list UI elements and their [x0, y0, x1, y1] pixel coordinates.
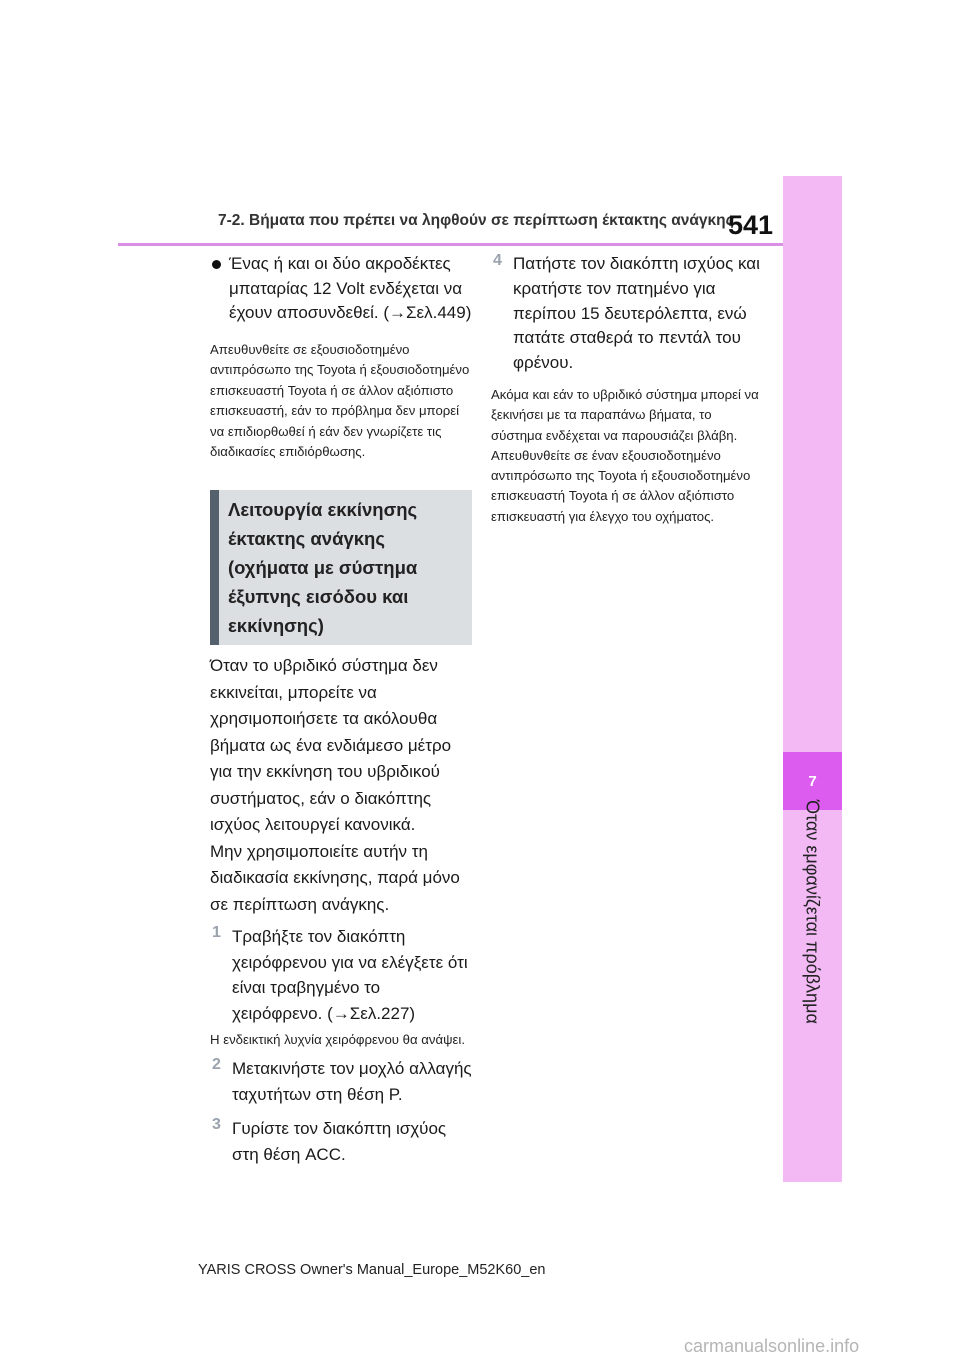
intro-paragraph: Όταν το υβριδικό σύστημα δεν εκκινείται, μπορείτε να χρησιμοποιήσετε τα ακόλουθα βήματα ως ένα ενδιάμεσο μέτρο για την εκκίνηση του υβριδικού συστήματος, εάν ο διακόπτης ισχύος λειτουργεί κανονικά. [210, 656, 452, 835]
section-title: Λειτουργία εκκίνησης έκτακτης ανάγκης (οχήματα με σύστημα έξυπνης εισόδου και εκκίνησης) [228, 499, 418, 637]
chapter-side-title: Όταν εμφανίζεται πρόβλημα [802, 800, 823, 1024]
step-number: 2 [212, 1056, 221, 1074]
watermark: carmanualsonline.info [684, 1336, 860, 1356]
step-1-note: Η ενδεικτική λυχνία χειρόφρενου θα ανάψει. [210, 1032, 465, 1048]
left-column [210, 252, 472, 1167]
step-3 [210, 1116, 472, 1167]
step-4-note: Ακόμα και εάν το υβριδικό σύστημα μπορεί να ξεκινήσει με τα παραπάνω βήματα, το σύστημα ενδέχεται να παρουσιάζει βλάβη. Απευθυνθείτε σε έναν εξουσιοδοτημένο αντιπρόσωπο της Toyota ή εξουσιοδοτημένο επισκευαστή Toyota ή σε άλλον αξιόπιστο επισκευαστή για έλεγχο του οχήματος. [491, 386, 759, 524]
step-1 [210, 924, 472, 1026]
step-text: Τραβήξτε τον διακόπτη χειρόφρενου για να ελέγξετε ότι είναι τραβηγμένο το χειρόφρενο. (→Σελ.227) [232, 927, 468, 1023]
footer-manual-title: YARIS CROSS Owner's Manual_Europe_M52K60_en [198, 1262, 546, 1278]
step-text: Πατήστε τον διακόπτη ισχύος και κρατήστε τον πατημένο για περίπου 15 δευτερόλεπτα, ενώ πατάτε σταθερά το πεντάλ του φρένου. [513, 254, 760, 373]
bullet-dot-icon [212, 260, 221, 269]
step-text: Μετακινήστε τον μοχλό αλλαγής ταχυτήτων στη θέση P. [232, 1059, 472, 1104]
chapter-side-tab [783, 176, 842, 1182]
page-number: 541 [728, 210, 774, 240]
right-column [491, 252, 761, 527]
step-number: 1 [212, 924, 221, 942]
section-heading-box [210, 490, 472, 645]
bullet-note: Απευθυνθείτε σε εξουσιοδοτημένο αντιπρόσωπο της Toyota ή εξουσιοδοτημένο επισκευαστή Toyota ή σε άλλον αξιόπιστο επισκευαστή, εάν το πρόβλημα δεν μπορεί να επιδιορθωθεί ή εάν δεν γνωρίζετε τις διαδικασίες επιδιόρθωσης. [210, 341, 470, 460]
chapter-number-badge: 7 [783, 752, 842, 810]
step-number: 3 [212, 1116, 221, 1134]
chapter-header-title: 7-2. Βήματα που πρέπει να ληφθούν σε περίπτωση έκτακτης ανάγκης [218, 212, 734, 229]
step-4 [491, 252, 761, 376]
step-number: 4 [493, 252, 502, 269]
step-text: Γυρίστε τον διακόπτη ισχύος στη θέση ACC. [232, 1119, 447, 1164]
bullet-item [210, 252, 472, 326]
header-divider [118, 243, 840, 246]
step-2 [210, 1056, 472, 1107]
warning-paragraph: Μην χρησιμοποιείτε αυτήν τη διαδικασία εκκίνησης, παρά μόνο σε περίπτωση ανάγκης. [210, 841, 460, 914]
bullet-text: Ένας ή και οι δύο ακροδέκτες μπαταρίας 12 Volt ενδέχεται να έχουν αποσυνδεθεί. (→Σελ.449) [229, 254, 472, 322]
